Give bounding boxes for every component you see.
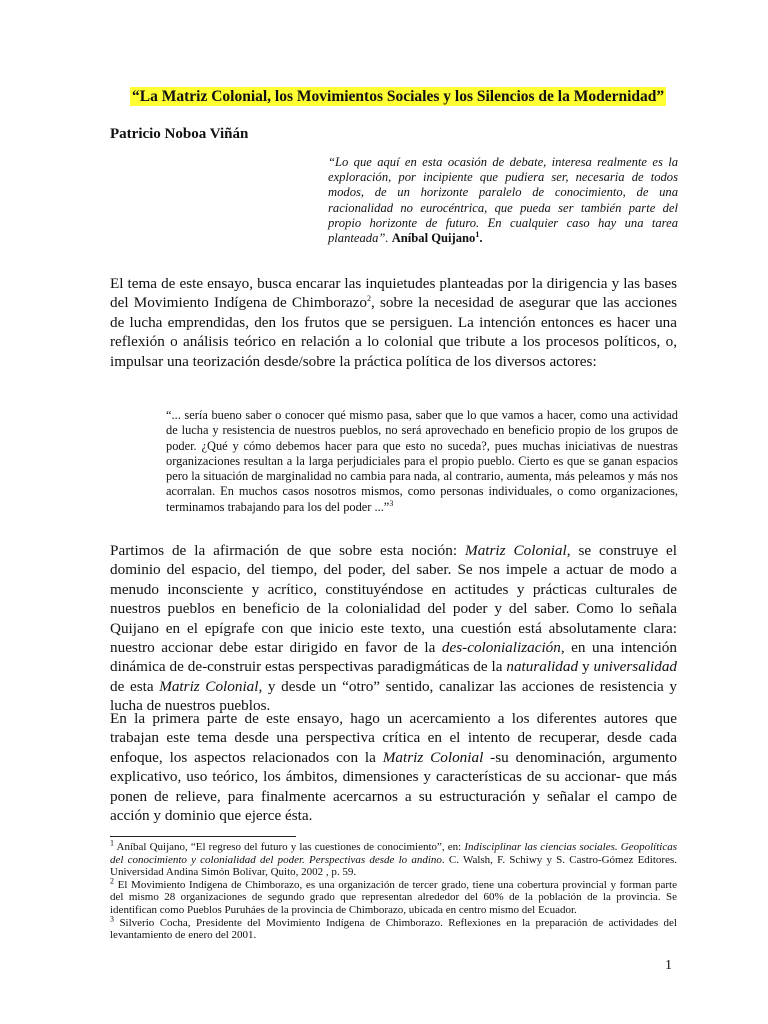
page-number: 1 (665, 958, 672, 973)
paragraph-3: En la primera parte de este ensayo, hago un acercamiento a los diferentes autores que trabajan este tema desde una perspectiva crítica en el intento de recuperar, desde cada enfoque, los aspectos relacionados con la Matriz Colonial -su denominación, argumento explicativo, uso teórico, los ámbitos, dimensiones y características de su accionar- que más ponen de relieve, para finalmente acercarnos a su estructuración y señalar el campo de acción y dominio que ejerce ésta. (110, 710, 677, 825)
paragraph-2: Partimos de la afirmación de que sobre esta noción: Matriz Colonial, se construye el dominio del espacio, del tiempo, del poder, del saber. Se nos impele a actuar de modo a menudo inconsciente y acrítico, constituyéndose en actitudes y prácticas culturales de nuestros pueblos en beneficio de la colonialidad del poder y del saber. Como lo señala Quijano en el epígrafe con que inicio este texto, una cuestión está absolutamente clara: nuestro accionar debe estar dirigido en favor de la des-colonialización, en una intención dinámica de de-construir estas perspectivas paradigmáticas de la naturalidad y universalidad de esta Matriz Colonial, y desde un “otro” sentido, canalizar las acciones de resistencia y lucha de nuestros pueblos. (110, 542, 678, 715)
epigraph (328, 155, 678, 246)
footnote-2: $^2$ El Movimiento Indígena de Chimborazo, es una organización de tercer grado, tiene una cobertura provincial y forman parte del mismo 28 organizaciones de segundo grado que representan alrededor del 60% de la población de la provincia. Se identifican como Pueblos Puruháes de la provincia de Chimborazo, ubicada en centro mismo del Ecuador. (110, 876, 677, 916)
title-highlight: “La Matriz Colonial, los Movimientos Sociales y los Silencios de la Modernidad” (132, 88, 665, 105)
epigraph-text: “Lo que aquí en esta ocasión de debate, interesa realmente es la exploración, por incipiente que pudiera ser, necesaria de todos modos, de un horizonte paralelo de conocimiento, de una racionalidad no eurocéntrica, que pueda ser también parte del propio horizonte de futuro. En cualquier caso hay una tarea planteada”. (328, 155, 678, 246)
epigraph-author: Aníbal Quijano$^1$. (391, 229, 483, 246)
footnote-ref-2[interactable]: 2 (367, 294, 371, 304)
quote-text: “... sería bueno saber o conocer qué mismo pasa, saber que lo que vamos a hacer, como una actividad de lucha y resistencia de nuestros pueblos, no será aprovechado en beneficio propio de los grupos de poder. ¿Qué y cómo debemos hacer para que esto no suceda?, pues muchas iniciativas de nuestras organizaciones resultan a la larga perjudiciales para el propio pueblo. Cierto es que se ganan espacios pero la situación de marginalidad no cambia para nada, al contrario, aumenta, más peleamos y más nos acorralan. En muchos casos nosotros mismos, como personas individuales, o como organizaciones, terminamos trabajando para los del poder ...” (166, 408, 678, 514)
footnote-ref-1[interactable]: 1 (475, 229, 480, 239)
footnote-separator (110, 836, 296, 837)
footnote-3: $^3$ Silverio Cocha, Presidente del Movimiento Indígena de Chimborazo. Reflexiones en la preparación de actividades del levantamiento de enero del 2001. (110, 913, 677, 942)
block-quote (166, 408, 678, 515)
document-title (130, 88, 665, 106)
author-name: Patricio Noboa Viñán (110, 126, 249, 142)
paragraph-1: El tema de este ensayo, busca encarar las inquietudes planteadas por la dirigencia y las bases del Movimiento Indígena de Chimborazo$^2$, sobre la necesidad de asegurar que las acciones de lucha emprendidas, den los frutos que se persiguen. La intención entonces es hacer una reflexión o análisis teórico en relación a lo colonial que tribute a los procesos políticos, o, impulsar una teorización desde/sobre la práctica política de los diversos actores: (110, 275, 677, 370)
footnotes (110, 838, 677, 942)
footnote-ref-3[interactable]: 3 (389, 498, 394, 508)
footnote-1: $^1$ Aníbal Quijano, “El regreso del futuro y las cuestiones de conocimiento”, en: Indisciplinar las ciencias sociales. Geopolíticas del conocimiento y colonialidad del poder. Perspectivas desde lo andino. C. Walsh, F. Schiwy y S. Castro-Gómez Editores. Universidad Andina Simón Bolívar, Quito, 2002 , p. 59. (110, 838, 677, 879)
